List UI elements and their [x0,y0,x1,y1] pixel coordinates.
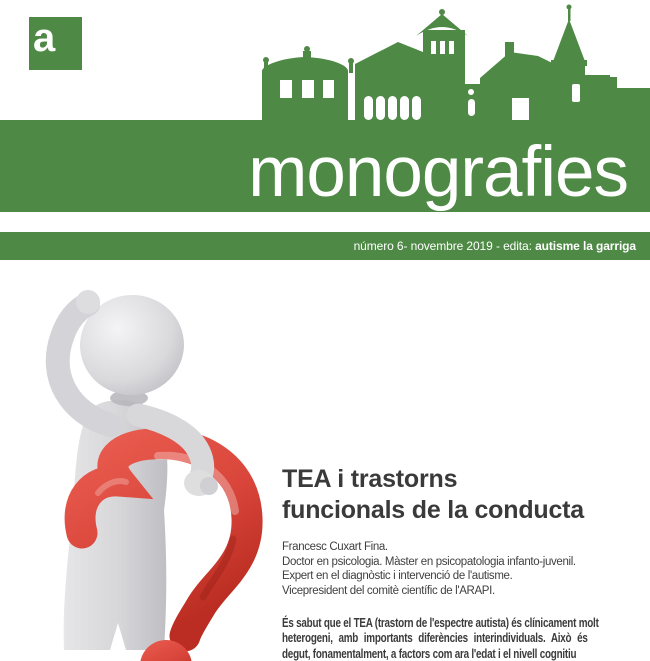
body-line: heterogeni, amb importants diferències interindividuals. Això és [282,630,588,646]
masthead-band [0,120,650,212]
article-title-line: funcionals de la conducta [282,496,584,524]
article [282,464,630,661]
brand-logo-letter: a [33,16,56,60]
town-skyline-icon [0,0,650,120]
article-title-line: TEA i trastorns [282,465,458,493]
issue-bar [0,232,650,260]
issue-info: número 6- novembre 2019 - edita: [353,239,536,253]
author-credential: Vicepresident del comitè científic de l'ARAPI. [282,585,495,598]
author-block [282,540,630,599]
article-body [282,615,630,661]
thinking-figure-question-mark-illustration [18,285,284,650]
question-figure-graphic [18,285,284,650]
author-name: Francesc Cuxart Fina. [282,541,388,553]
magazine-title: monografies [248,133,628,213]
issue-publisher: autisme la garriga [535,239,636,253]
body-line: És sabut que el TEA (trastorn de l'espectre autista) és clínicament molt [282,614,599,630]
article-title [282,464,630,526]
author-credential: Doctor en psicologia. Màster en psicopatologia infanto-juvenil. [282,555,576,568]
author-credential: Expert en el diagnòstic i intervenció de l'autisme. [282,570,513,583]
body-line: degut, fonamentalment, a factors com ara l'edat i el nivell cognitiu [282,645,577,661]
